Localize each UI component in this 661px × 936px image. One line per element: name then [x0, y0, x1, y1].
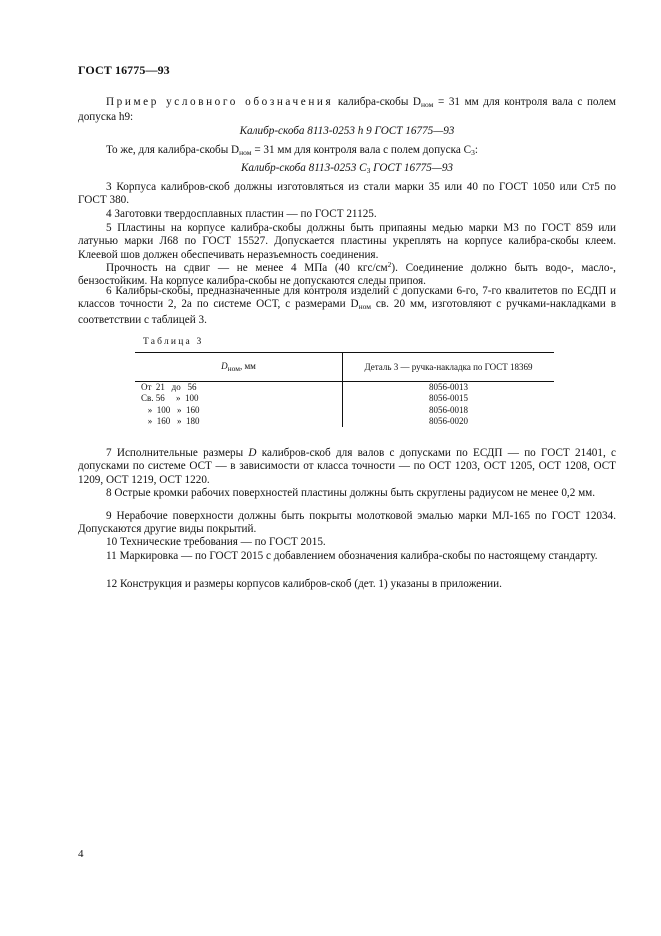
table-row-detail: 8056-0020	[429, 415, 468, 426]
paragraph-11: 11 Маркировка — по ГОСТ 2015 с добавлением обозначения калибра-скобы по настоящему стандарту.	[106, 550, 598, 562]
example2-designation	[78, 162, 616, 177]
example2-paragraph	[78, 144, 616, 159]
standard-header: ГОСТ 16775—93	[78, 63, 170, 77]
table-header-dnom	[135, 353, 343, 382]
table-row-range: От 21 до 56	[141, 382, 197, 392]
paragraph-5: 5 Пластины на корпусе калибра-скобы должны быть припаяны медью марки М3 по ГОСТ 859 или латунью марки Л68 по ГОСТ 15527. Допускается пластины укреплять на корпусе калибра-скобы клеем. Клеевой шов должен обеспечивать неразъемность соединения.	[78, 222, 616, 261]
p6-before: 6 Калибры-скобы, предназначенные для контроля изделий с допусками 6-го, 7-го квалитетов по ЕСДП и классов точности 2, 2а по системе ОСТ, с размерами D	[78, 285, 616, 311]
table-row-detail: 8056-0018	[429, 404, 468, 415]
paragraph-8: 8 Острые кромки рабочих поверхностей пластины должны быть скруглены радиусом не менее 0,2 мм.	[106, 487, 596, 499]
paragraph-3: 3 Корпуса калибров-скоб должны изготовляться из стали марки 35 или 40 по ГОСТ 1050 или Ст5 по ГОСТ 380.	[78, 181, 616, 207]
paragraph-12: 12 Конструкция и размеры корпусов калибров-скоб (дет. 1) указаны в приложении.	[106, 578, 502, 590]
example-text-before: калибра-скобы D	[333, 96, 421, 108]
paragraph-6	[78, 285, 616, 327]
paragraph-7	[78, 447, 616, 487]
example-label: Пример условного обозначения	[106, 96, 334, 108]
example-text-after: = 31 мм для контроля вала с полем допуска h9:	[78, 96, 617, 124]
example2-subscript: ном	[239, 148, 252, 157]
p6-sub: ном	[358, 302, 371, 312]
p7-after: калибров-скоб для валов с допусками по ЕСДП — по ГОСТ 21401, с допусками по системе ОСТ — в зависимости от класса точности — по ОСТ 1203, ОСТ 1205, ОСТ 1208, ОСТ 1209, ОСТ 1219, ОСТ 1220.	[78, 447, 616, 486]
example-designation: Калибр-скоба 8113-0253 h 9 ГОСТ 16775—93	[239, 125, 455, 137]
example-paragraph	[78, 96, 616, 125]
paragraph-10: 10 Технические требования — по ГОСТ 2015.	[106, 536, 326, 548]
p5b-sup: 2	[387, 260, 392, 269]
header-unit: , мм	[239, 361, 256, 371]
p6-after: св. 20 мм, изготовляют с ручками-накладками в соответствии с таблицей 3.	[78, 298, 616, 326]
table-header-row	[135, 353, 554, 382]
header-d: D	[221, 361, 228, 371]
example2-text-before: То же, для калибра-скобы D	[106, 144, 240, 156]
paragraph-4: 4 Заготовки твердосплавных пластин — по ГОСТ 21125.	[106, 208, 377, 220]
table-caption: Таблица 3	[143, 337, 204, 347]
table-detail-column	[343, 382, 555, 428]
table-body	[135, 382, 554, 428]
p7-before: 7 Исполнительные размеры	[106, 447, 249, 459]
p5b-after: ). Соединение должно быть водо-, масло-, бензостойким. На корпусе калибра-скобы не допускаются следы припоя.	[78, 262, 616, 288]
example2-c-sub: 3	[471, 148, 475, 157]
table-row-detail: 8056-0015	[429, 393, 468, 404]
example2-designation-before: Калибр-скоба 8113-0253 C	[240, 162, 367, 174]
table-row-detail: 8056-0013	[429, 382, 468, 392]
p7-d: D	[248, 447, 257, 459]
table-range-column	[135, 382, 343, 428]
table-header-detail: Деталь 3 — ручка-накладка по ГОСТ 18369	[343, 353, 555, 382]
header-sub: ном	[227, 364, 240, 373]
table-row-range: Св. 56 » 100	[141, 393, 199, 404]
paragraph-9: 9 Нерабочие поверхности должны быть покрыты молотковой эмалью марки МЛ-165 по ГОСТ 12034. Допускаются другие виды покрытий.	[78, 510, 616, 536]
page-number: 4	[78, 848, 84, 860]
example2-colon: :	[474, 144, 478, 156]
example2-designation-sub: 3	[366, 166, 371, 175]
example2-text-after: = 31 мм для контроля вала с полем допуска C	[251, 144, 472, 156]
table-row-range: » 160 » 180	[141, 415, 200, 426]
p5b-before: Прочность на сдвиг — не менее 4 МПа (40 кгс/см	[106, 262, 388, 274]
example-subscript: ном	[421, 100, 434, 109]
example2-designation-after: ГОСТ 16775—93	[370, 162, 454, 174]
table-3	[135, 352, 554, 427]
table-row-range: » 100 » 160	[141, 404, 200, 415]
